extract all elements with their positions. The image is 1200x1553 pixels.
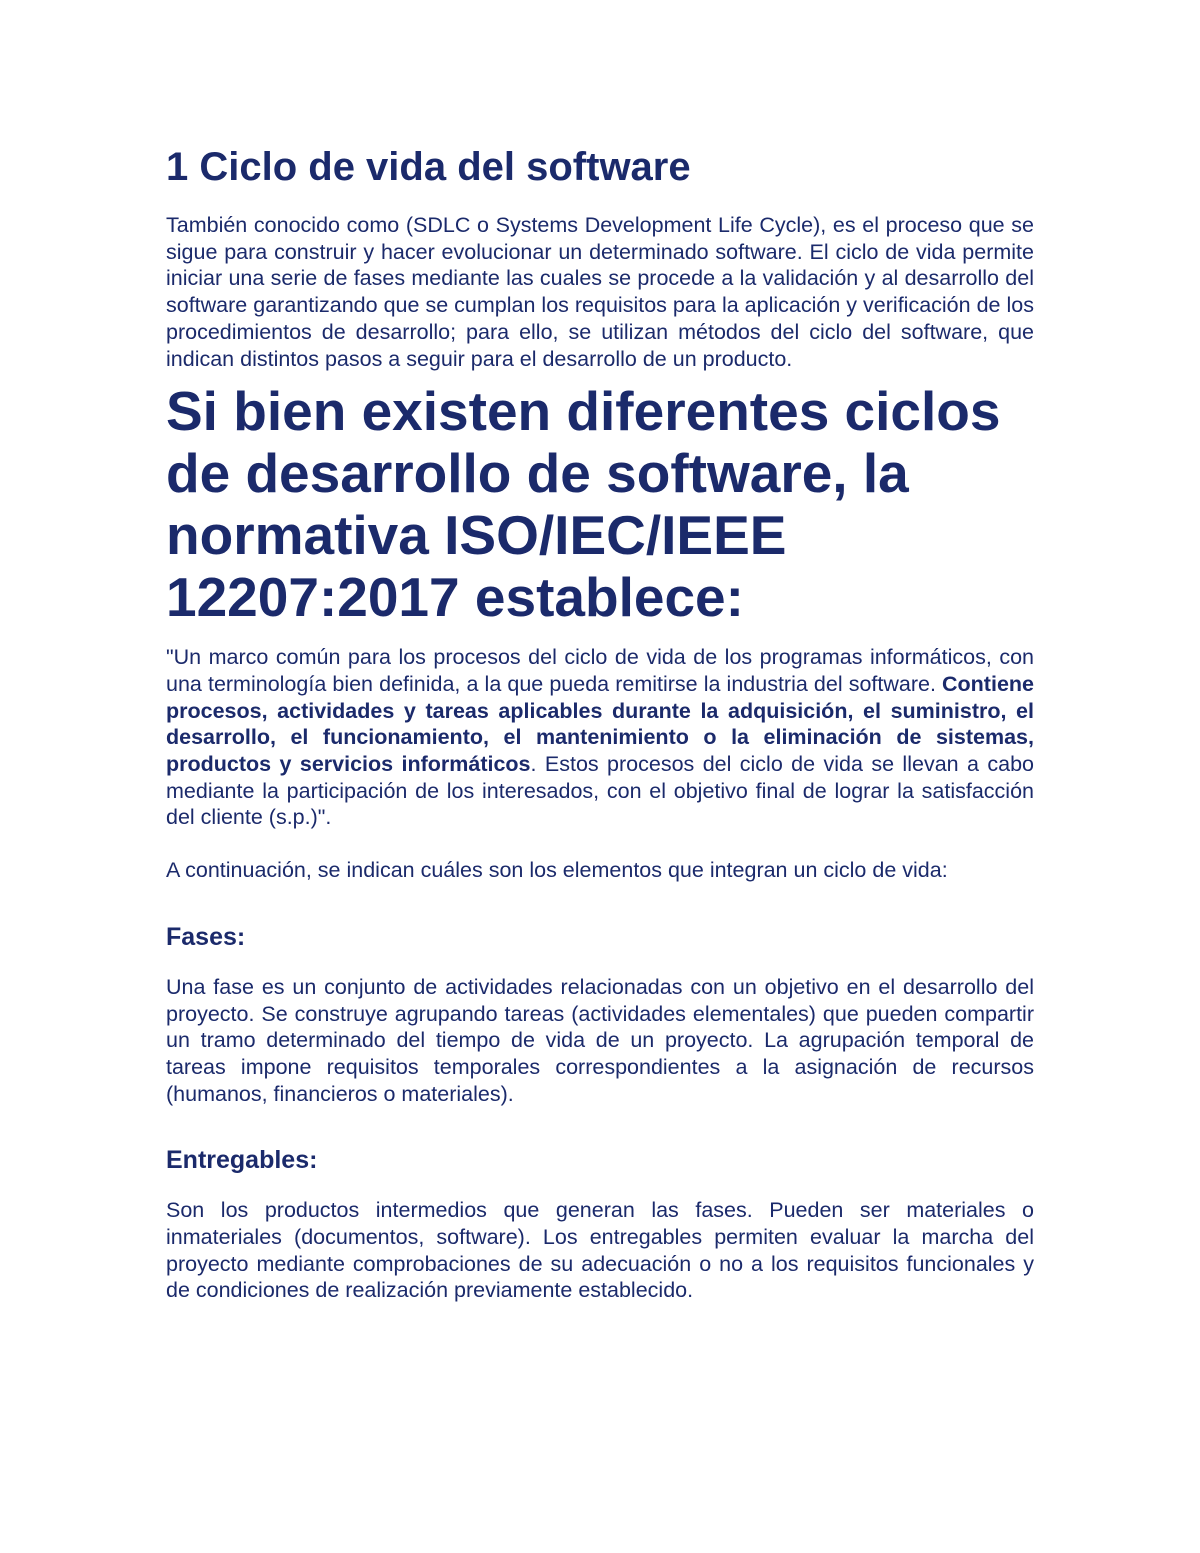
document-title: 1 Ciclo de vida del software [166, 145, 691, 189]
section-heading-fases: Fases: [166, 922, 246, 951]
spacer [166, 1107, 1034, 1145]
section-text-entregables: Son los productos intermedios que generan las fases. Pueden ser materiales o inmateriales (documentos, software). Los entregables permiten evaluar la marcha del proyecto mediante comprobaciones de su adecuación o no a los requisitos funcionales y de condiciones de realización previamente establecido. [166, 1198, 1034, 1303]
intro-paragraph: También conocido como (SDLC o Systems Development Life Cycle), es el proceso que se sigue para construir y hacer evolucionar un determinado software. El ciclo de vida permite iniciar una serie de fases mediante las cuales se procede a la validación y al desarrollo del software garantizando que se cumplan los requisitos para la aplicación y verificación de los procedimientos de desarrollo; para ello, se utilizan métodos del ciclo del software, que indican distintos pasos a seguir para el desarrollo de un producto. [166, 213, 1034, 371]
quote-text-start: "Un marco común para los procesos del ciclo de vida de los programas informáticos, con una terminología bien definida, a la que pueda remitirse la industria del software. [166, 645, 1034, 696]
quote-bold-text: Contiene procesos, actividades y tareas aplicables durante la adquisición, el suministro, el desarrollo, el funcionamiento, el mantenimiento o la eliminación de sistemas, productos y servicios informáticos [166, 671, 1034, 777]
section-heading-entregables: Entregables: [166, 1146, 318, 1175]
document-content [166, 140, 1034, 1304]
spacer [166, 831, 1034, 857]
big-heading: Si bien existen diferentes ciclos de desarrollo de software, la normativa ISO/IEC/IEEE 12207:2017 establece: [166, 380, 1001, 629]
spacer [166, 884, 1034, 922]
quote-paragraph [166, 644, 1034, 831]
quote-text-end: . Estos procesos del ciclo de vida se llevan a cabo mediante la participación de los interesados, con el objetivo final de lograr la satisfacción del cliente (s.p.)". [166, 752, 1034, 830]
spacer [166, 952, 1034, 974]
section-text-fases: Una fase es un conjunto de actividades relacionadas con un objetivo en el desarrollo del proyecto. Se construye agrupando tareas (actividades elementales) que pueden compartir un tramo determinado del tiempo de vida de un proyecto. La agrupación temporal de tareas impone requisitos temporales correspondientes a la asignación de recursos (humanos, financieros o materiales). [166, 974, 1034, 1106]
continuation-paragraph: A continuación, se indican cuáles son los elementos que integran un ciclo de vida: [166, 858, 948, 883]
spacer [166, 1175, 1034, 1197]
